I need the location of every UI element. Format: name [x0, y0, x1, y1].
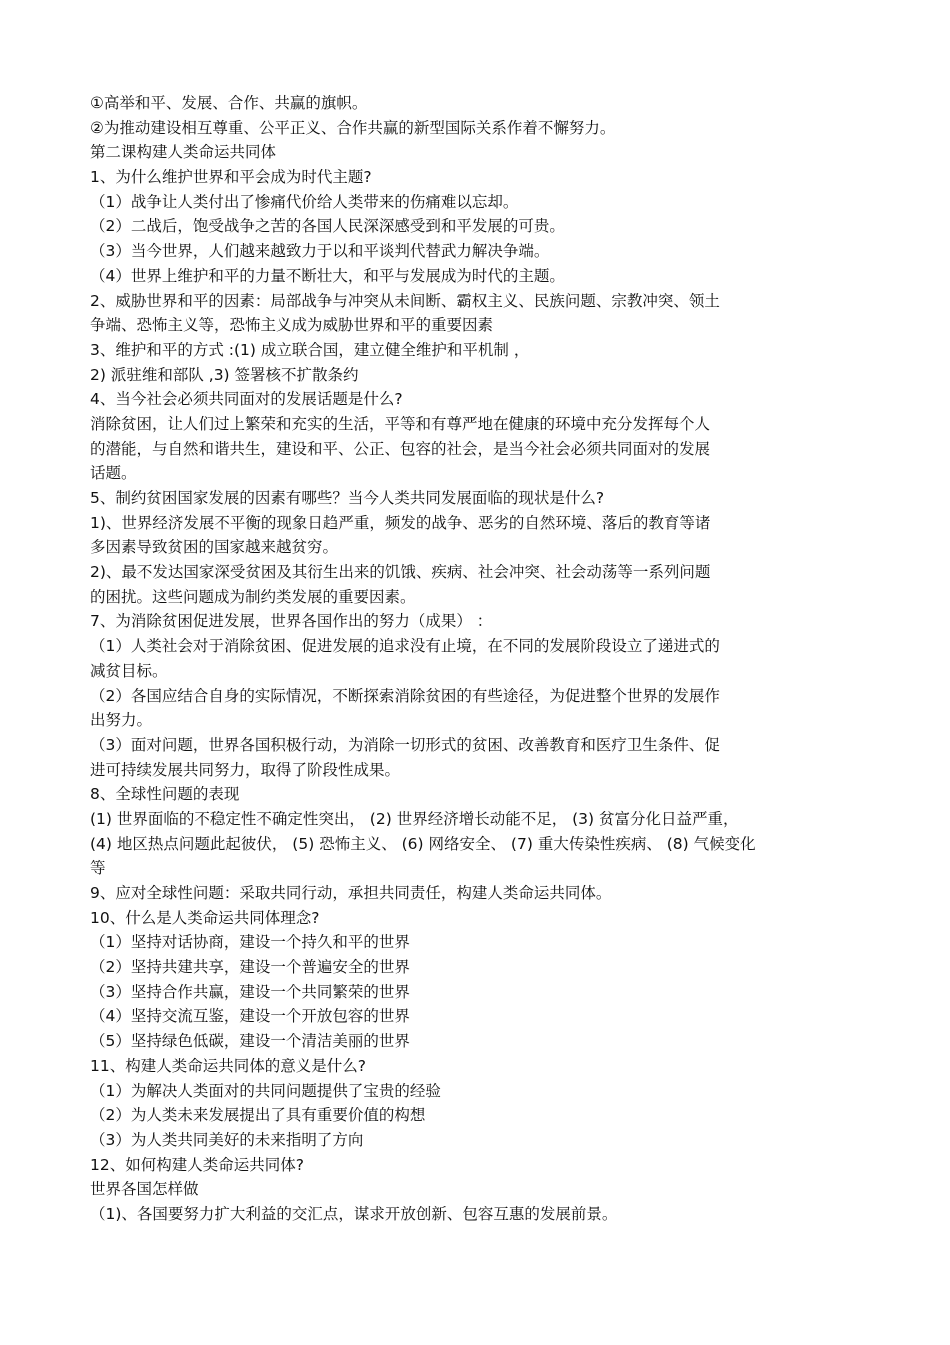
text-line: （1）战争让人类付出了惨痛代价给人类带来的伤痛难以忘却。	[90, 192, 519, 211]
text-line: （2）二战后，饱受战争之苦的各国人民深深感受到和平发展的可贵。	[90, 217, 565, 236]
text-line: （2）为人类未来发展提出了具有重要价值的构想	[90, 1106, 426, 1125]
text-line: （3）坚持合作共赢，建设一个共同繁荣的世界	[90, 982, 410, 1001]
text-line: 多因素导致贫困的国家越来越贫穷。	[90, 538, 339, 557]
question-heading: 11、构建人类命运共同体的意义是什么?	[90, 1056, 366, 1075]
text-line: 争端、恐怖主义等，恐怖主义成为威胁世界和平的重要因素	[90, 316, 494, 335]
text-line: 等	[90, 859, 106, 878]
text-line: ②为推动建设相互尊重、公平正义、合作共赢的新型国际关系作着不懈努力。	[90, 118, 616, 137]
question-heading: 3、维护和平的方式 :(1) 成立联合国，建立健全维护和平机制 ，	[90, 340, 530, 359]
text-line: 话题。	[90, 464, 137, 483]
text-line: (4) 地区热点问题此起彼伏， (5) 恐怖主义、 (6) 网络安全、 (7) 重大传染性疾病、 (8) 气候变化	[90, 834, 756, 853]
question-heading: 8、全球性问题的表现	[90, 785, 240, 804]
text-line: （1)、各国要努力扩大利益的交汇点，谋求开放创新、包容互惠的发展前景。	[90, 1204, 618, 1223]
text-line: (1) 世界面临的不稳定性不确定性突出， (2) 世界经济增长动能不足， (3) 贫富分化日益严重，	[90, 809, 739, 828]
text-line: 世界各国怎样做	[90, 1180, 199, 1199]
question-heading: 12、如何构建人类命运共同体?	[90, 1155, 304, 1174]
text-line: 2)、最不发达国家深受贫困及其衍生出来的饥饿、疾病、社会冲突、社会动荡等一系列问题	[90, 563, 711, 582]
question-heading: 10、什么是人类命运共同体理念?	[90, 908, 320, 927]
question-heading: 1、为什么维护世界和平会成为时代主题?	[90, 168, 372, 187]
text-line: 的潜能，与自然和谐共生，建设和平、公正、包容的社会，是当今社会必须共同面对的发展	[90, 439, 711, 458]
question-heading: 4、当今社会必须共同面对的发展话题是什么?	[90, 390, 403, 409]
text-line: （2）坚持共建共享，建设一个普遍安全的世界	[90, 958, 410, 977]
text-line: ①高举和平、发展、合作、共赢的旗帜。	[90, 94, 368, 112]
text-line: （1）人类社会对于消除贫困、促进发展的追求没有止境，在不同的发展阶段设立了递进式的	[90, 637, 720, 656]
text-line: （1）为解决人类面对的共同问题提供了宝贵的经验	[90, 1081, 441, 1100]
text-line: 消除贫困，让人们过上繁荣和充实的生活，平等和有尊严地在健康的环境中充分发挥每个人	[90, 414, 711, 433]
lesson-heading: 第二课构建人类命运共同体	[90, 143, 277, 162]
text-line: （3）当今世界，人们越来越致力于以和平谈判代替武力解决争端。	[90, 242, 550, 261]
text-line: （5）坚持绿色低碳，建设一个清洁美丽的世界	[90, 1032, 410, 1051]
text-line: 1)、世界经济发展不平衡的现象日趋严重，频发的战争、恶劣的自然环境、落后的教育等诸	[90, 513, 711, 532]
question-heading: 7、为消除贫困促进发展，世界各国作出的努力（成果） ：	[90, 612, 493, 631]
text-line: （3）为人类共同美好的未来指明了方向	[90, 1130, 364, 1149]
text-line: 减贫目标。	[90, 661, 168, 680]
text-line: 进可持续发展共同努力，取得了阶段性成果。	[90, 760, 401, 779]
question-heading: 2、威胁世界和平的因素：局部战争与冲突从未间断、霸权主义、民族问题、宗教冲突、领土	[90, 291, 720, 310]
text-line: （4）坚持交流互鉴，建设一个开放包容的世界	[90, 1007, 410, 1026]
text-line: （3）面对问题，世界各国积极行动，为消除一切形式的贫困、改善教育和医疗卫生条件、促	[90, 735, 720, 754]
text-line: 出努力。	[90, 711, 153, 730]
text-line: （4）世界上维护和平的力量不断壮大，和平与发展成为时代的主题。	[90, 266, 565, 285]
text-line: （2）各国应结合自身的实际情况，不断探索消除贫困的有些途径，为促进整个世界的发展作	[90, 686, 720, 705]
text-line: （1）坚持对话协商，建设一个持久和平的世界	[90, 933, 410, 952]
document-page	[90, 91, 890, 1227]
question-heading: 9、应对全球性问题：采取共同行动，承担共同责任，构建人类命运共同体。	[90, 884, 612, 902]
text-line: 2) 派驻维和部队 ,3) 签署核不扩散条约	[90, 365, 359, 384]
text-line: 的困扰。这些问题成为制约类发展的重要因素。	[90, 587, 416, 606]
question-heading: 5、制约贫困国家发展的因素有哪些？当今人类共同发展面临的现状是什么?	[90, 489, 605, 507]
